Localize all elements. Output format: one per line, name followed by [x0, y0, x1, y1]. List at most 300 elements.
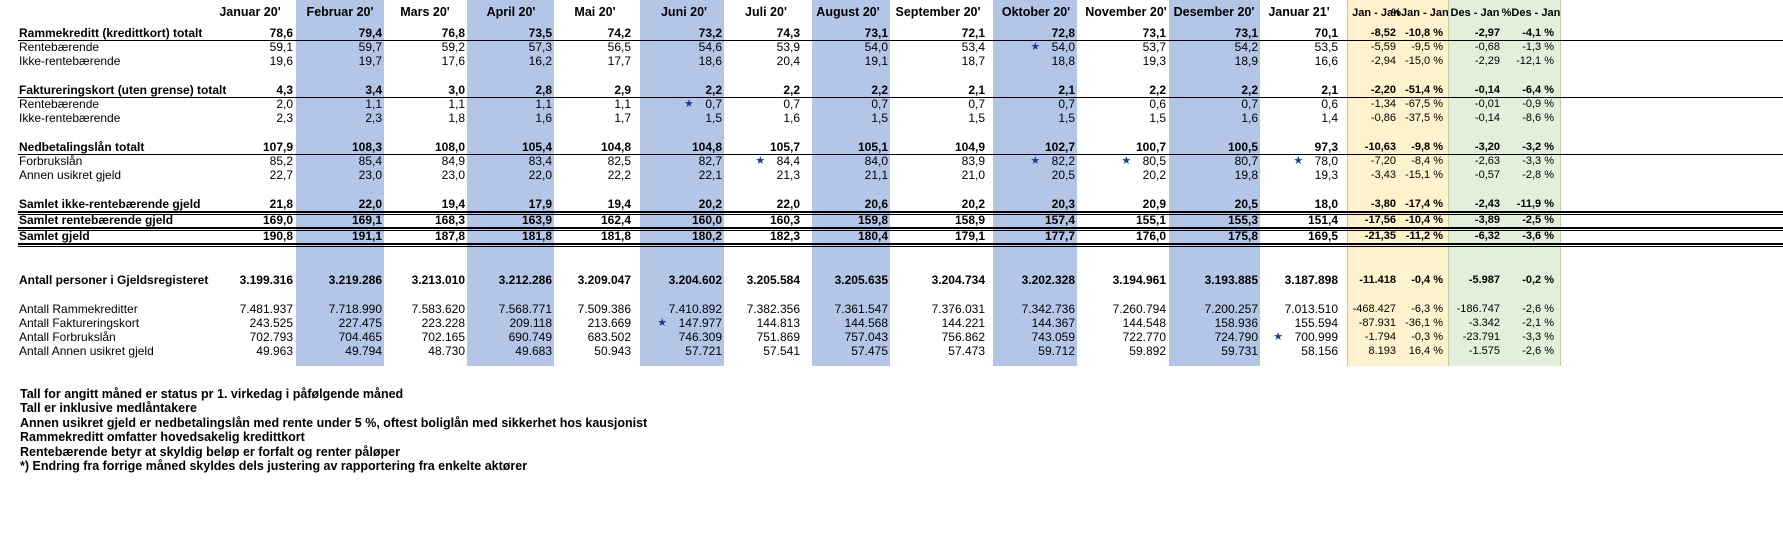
value-cell: 2,2 [1241, 83, 1258, 97]
star-icon: ★ [1121, 155, 1132, 167]
value-cell: 21,1 [864, 168, 888, 182]
value-cell: 1,5 [1058, 111, 1075, 125]
value-cell: 243.525 [249, 316, 293, 330]
footnote: Annen usikret gjeld er nedbetalingslån med rente under 5 %, oftest boliglån med sikkerhet hos kausjonist [20, 415, 648, 430]
value-cell: 722.770 [1122, 330, 1166, 344]
value-cell: 59.731 [1221, 344, 1258, 358]
value-cell: 20,3 [1051, 197, 1075, 211]
change-cell: -15,0 % [1405, 55, 1443, 67]
value-cell: 1,8 [448, 111, 465, 125]
value-cell: 3.202.328 [1021, 273, 1075, 287]
value-cell: 7.583.620 [411, 302, 465, 316]
value-cell: 7.260.794 [1112, 302, 1166, 316]
value-cell: 1,1 [535, 97, 552, 111]
value-cell: 82,7 [698, 154, 722, 168]
value-cell: 57.721 [685, 344, 722, 358]
change-cell: 8.193 [1368, 345, 1396, 357]
value-cell: 0,7 [705, 97, 722, 111]
value-cell: 0,6 [1321, 97, 1338, 111]
value-cell: 107,9 [262, 140, 293, 154]
value-cell: 757.043 [844, 330, 888, 344]
column-header: Juni 20' [660, 5, 708, 19]
value-cell: 3.205.635 [834, 273, 888, 287]
change-column-header: %Des - Jan [1501, 7, 1561, 19]
change-cell: -2,6 % [1522, 345, 1554, 357]
change-cell: -2,29 [1474, 55, 1500, 67]
change-cell: -468.427 [1352, 303, 1396, 315]
value-cell: 144.221 [941, 316, 985, 330]
footnote: Rentebærende betyr at skyldig beløp er forfalt og renter påløper [20, 444, 400, 459]
value-cell: 16,2 [528, 54, 552, 68]
change-cell: -8,52 [1370, 27, 1396, 39]
value-cell: 105,4 [521, 140, 552, 154]
footnote: *) Endring fra forrige måned skyldes dels justering av rapportering fra enkelte aktører [20, 459, 528, 473]
value-cell: 17,6 [441, 54, 465, 68]
value-cell: 21,8 [269, 197, 293, 211]
value-cell: 2,1 [968, 83, 985, 97]
star-icon: ★ [1293, 155, 1304, 167]
value-cell: 59,2 [441, 40, 465, 54]
value-cell: 20,2 [698, 197, 722, 211]
value-cell: 177,7 [1044, 229, 1075, 243]
value-cell: 19,6 [269, 54, 293, 68]
value-cell: 191,1 [351, 229, 382, 243]
value-cell: 70,1 [1314, 26, 1338, 40]
row-label: Forbrukslån [19, 154, 83, 168]
value-cell: 100,7 [1135, 140, 1166, 154]
change-cell: -3,80 [1370, 198, 1396, 210]
value-cell: 2,1 [1058, 83, 1075, 97]
value-cell: 1,5 [705, 111, 722, 125]
change-cell: -3,6 % [1522, 230, 1554, 242]
row-label: Antall Faktureringskort [19, 316, 140, 330]
value-cell: 19,4 [441, 197, 465, 211]
value-cell: 743.059 [1031, 330, 1075, 344]
value-cell: 0,7 [968, 97, 985, 111]
row-label: Antall Forbrukslån [19, 330, 116, 344]
footnote: Tall er inklusive medlåntakere [20, 401, 197, 416]
change-cell: -10,8 % [1405, 27, 1443, 39]
change-cell: -1.575 [1468, 345, 1500, 357]
row-label: Antall personer i Gjeldsregisteret [19, 273, 209, 287]
value-cell: 20,5 [1234, 197, 1258, 211]
value-cell: 19,1 [864, 54, 888, 68]
value-cell: 105,7 [769, 140, 800, 154]
row-label: Samlet rentebærende gjeld [19, 213, 174, 227]
value-cell: 144.367 [1031, 316, 1075, 330]
value-cell: 1,4 [1321, 111, 1338, 125]
value-cell: 53,7 [1142, 40, 1166, 54]
value-cell: 18,6 [698, 54, 722, 68]
value-cell: 57.475 [851, 344, 888, 358]
change-cell: -3,43 [1370, 169, 1396, 181]
value-cell: 54,0 [1051, 40, 1075, 54]
value-cell: 53,9 [776, 40, 800, 54]
change-cell: -6,3 % [1411, 303, 1443, 315]
change-column-header: %Jan - Jan [1391, 7, 1449, 19]
change-cell: -9,8 % [1411, 141, 1443, 153]
value-cell: 73,5 [528, 26, 552, 40]
value-cell: 57,3 [528, 40, 552, 54]
change-cell: -51,4 % [1405, 84, 1443, 96]
value-cell: 22,1 [698, 168, 722, 182]
value-cell: 19,3 [1142, 54, 1166, 68]
value-cell: 59,7 [358, 40, 382, 54]
change-cell: -0,4 % [1411, 274, 1443, 286]
value-cell: 151,4 [1307, 213, 1338, 227]
value-cell: 73,1 [1234, 26, 1258, 40]
value-cell: 3.209.047 [577, 273, 631, 287]
change-cell: -0,57 [1474, 169, 1500, 181]
change-cell: -11.418 [1359, 274, 1396, 286]
value-cell: 19,7 [358, 54, 382, 68]
value-cell: 2,3 [365, 111, 382, 125]
value-cell: 16,6 [1314, 54, 1338, 68]
value-cell: 17,7 [607, 54, 631, 68]
value-cell: 751.869 [756, 330, 800, 344]
change-cell: -5.987 [1468, 274, 1500, 286]
value-cell: 144.568 [844, 316, 888, 330]
value-cell: 144.813 [756, 316, 800, 330]
footnote: Tall for angitt måned er status pr 1. virkedag i påfølgende måned [20, 387, 404, 401]
value-cell: 84,9 [441, 154, 465, 168]
change-cell: -0,86 [1370, 112, 1396, 124]
value-cell: 1,1 [448, 97, 465, 111]
value-cell: 74,2 [607, 26, 631, 40]
change-cell: -1,34 [1370, 98, 1396, 110]
value-cell: 179,1 [954, 229, 985, 243]
row-border-double [18, 246, 1783, 247]
column-separator [1347, 0, 1348, 366]
value-cell: 100,5 [1227, 140, 1258, 154]
value-cell: 78,6 [269, 26, 293, 40]
change-cell: -2,94 [1370, 55, 1396, 67]
column-header: Mars 20' [400, 5, 450, 19]
value-cell: 690.749 [508, 330, 552, 344]
column-header: August 20' [816, 5, 880, 19]
value-cell: 82,2 [1051, 154, 1075, 168]
star-icon: ★ [1273, 331, 1284, 343]
value-cell: 3.205.584 [746, 273, 800, 287]
value-cell: 7.568.771 [498, 302, 552, 316]
value-cell: 18,0 [1314, 197, 1338, 211]
value-cell: 72,1 [961, 26, 985, 40]
change-cell: -2,1 % [1522, 317, 1554, 329]
value-cell: 1,5 [871, 111, 888, 125]
value-cell: 78,0 [1314, 154, 1338, 168]
value-cell: 73,1 [864, 26, 888, 40]
value-cell: 57.473 [948, 344, 985, 358]
value-cell: 1,1 [365, 97, 382, 111]
value-cell: 724.790 [1214, 330, 1258, 344]
value-cell: 49.794 [345, 344, 382, 358]
value-cell: 79,4 [358, 26, 382, 40]
value-cell: 7.376.031 [931, 302, 985, 316]
row-label: Rentebærende [19, 97, 100, 111]
value-cell: 108,3 [351, 140, 382, 154]
value-cell: 181,8 [521, 229, 552, 243]
value-cell: 21,3 [776, 168, 800, 182]
row-label: Antall Rammekreditter [19, 302, 138, 316]
change-cell: -186.747 [1456, 303, 1500, 315]
value-cell: 83,9 [961, 154, 985, 168]
value-cell: 3.199.316 [239, 273, 293, 287]
value-cell: 159,8 [857, 213, 888, 227]
change-cell: -12,1 % [1516, 55, 1554, 67]
change-cell: -3.342 [1468, 317, 1500, 329]
star-icon: ★ [684, 98, 694, 110]
value-cell: 22,0 [776, 197, 800, 211]
value-cell: 2,2 [705, 83, 722, 97]
footnote: Rammekreditt omfatter hovedsakelig kredittkort [20, 430, 305, 445]
value-cell: 59.712 [1038, 344, 1075, 358]
value-cell: 0,7 [783, 97, 800, 111]
value-cell: 7.013.510 [1284, 302, 1338, 316]
value-cell: 97,3 [1314, 140, 1338, 154]
change-cell: -0,14 [1474, 112, 1500, 124]
change-cell: -10,4 % [1405, 214, 1443, 226]
change-cell: -67,5 % [1405, 98, 1443, 110]
value-cell: 2,0 [276, 97, 293, 111]
change-cell: -0,2 % [1522, 274, 1554, 286]
value-cell: 105,1 [857, 140, 888, 154]
row-label: Antall Annen usikret gjeld [19, 344, 154, 358]
value-cell: 84,0 [864, 154, 888, 168]
value-cell: 59,1 [269, 40, 293, 54]
value-cell: 223.228 [421, 316, 465, 330]
value-cell: 82,5 [607, 154, 631, 168]
value-cell: 104,8 [691, 140, 722, 154]
row-label: Nedbetalingslån totalt [19, 140, 145, 154]
value-cell: 2,2 [783, 83, 800, 97]
value-cell: 3.204.602 [668, 273, 722, 287]
value-cell: 157,4 [1044, 213, 1075, 227]
value-cell: 2,9 [614, 83, 631, 97]
value-cell: 2,3 [276, 111, 293, 125]
row-label: Rentebærende [19, 40, 100, 54]
value-cell: 20,6 [864, 197, 888, 211]
value-cell: 49.963 [256, 344, 293, 358]
value-cell: 169,0 [262, 213, 293, 227]
change-column-header: Jan - Jan [1352, 7, 1400, 19]
change-cell: -15,1 % [1405, 169, 1443, 181]
value-cell: 7.382.356 [746, 302, 800, 316]
change-cell: -4,1 % [1522, 27, 1554, 39]
value-cell: 3.213.010 [411, 273, 465, 287]
value-cell: 56,5 [607, 40, 631, 54]
value-cell: 74,3 [776, 26, 800, 40]
column-header: Januar 20' [219, 5, 281, 19]
value-cell: 20,5 [1051, 168, 1075, 182]
value-cell: 1,6 [1241, 111, 1258, 125]
value-cell: 227.475 [338, 316, 382, 330]
column-header: Desember 20' [1173, 5, 1255, 19]
value-cell: 58.156 [1301, 344, 1338, 358]
value-cell: 1,7 [614, 111, 631, 125]
value-cell: 18,9 [1234, 54, 1258, 68]
change-cell: -0,01 [1474, 98, 1500, 110]
value-cell: 108,0 [434, 140, 465, 154]
value-cell: 7.342.736 [1021, 302, 1075, 316]
value-cell: 73,1 [1142, 26, 1166, 40]
column-header: November 20' [1085, 5, 1167, 19]
value-cell: 700.999 [1294, 330, 1338, 344]
change-cell: -3,2 % [1522, 141, 1554, 153]
change-cell: -0,14 [1474, 84, 1500, 96]
change-cell: -2,97 [1474, 27, 1500, 39]
value-cell: 175,8 [1227, 229, 1258, 243]
value-cell: 53,4 [961, 40, 985, 54]
value-cell: 155,1 [1135, 213, 1166, 227]
change-cell: -2,63 [1474, 155, 1500, 167]
value-cell: 23,0 [441, 168, 465, 182]
value-cell: 746.309 [678, 330, 722, 344]
row-label: Ikke-rentebærende [19, 111, 121, 125]
value-cell: 158.936 [1214, 316, 1258, 330]
value-cell: 0,6 [1149, 97, 1166, 111]
value-cell: 54,6 [698, 40, 722, 54]
value-cell: 2,1 [1321, 83, 1338, 97]
value-cell: 169,5 [1307, 229, 1338, 243]
change-cell: -36,1 % [1405, 317, 1443, 329]
value-cell: 20,2 [961, 197, 985, 211]
value-cell: 7.410.892 [668, 302, 722, 316]
row-label: Samlet ikke-rentebærende gjeld [19, 197, 201, 211]
row-label: Faktureringskort (uten grense) totalt [19, 83, 227, 97]
value-cell: 22,0 [528, 168, 552, 182]
value-cell: 0,7 [871, 97, 888, 111]
value-cell: 160,0 [691, 213, 722, 227]
value-cell: 187,8 [434, 229, 465, 243]
value-cell: 144.548 [1122, 316, 1166, 330]
value-cell: 3.204.734 [931, 273, 985, 287]
value-cell: 147.977 [678, 316, 722, 330]
value-cell: 85,4 [358, 154, 382, 168]
change-cell: -7,20 [1370, 155, 1396, 167]
value-cell: 57.541 [763, 344, 800, 358]
value-cell: 20,4 [776, 54, 800, 68]
value-cell: 85,2 [269, 154, 293, 168]
value-cell: 59.892 [1129, 344, 1166, 358]
column-header: September 20' [895, 5, 981, 19]
value-cell: 756.862 [941, 330, 985, 344]
change-cell: -37,5 % [1405, 112, 1443, 124]
row-label: Samlet gjeld [19, 229, 90, 243]
column-header: Oktober 20' [1001, 5, 1071, 19]
change-cell: -2,5 % [1522, 214, 1554, 226]
value-cell: 84,4 [776, 154, 800, 168]
value-cell: 702.793 [249, 330, 293, 344]
value-cell: 3.219.286 [328, 273, 382, 287]
value-cell: 7.718.990 [328, 302, 382, 316]
value-cell: 54,2 [1234, 40, 1258, 54]
change-cell: -9,5 % [1411, 41, 1443, 53]
row-label: Annen usikret gjeld [19, 168, 122, 182]
column-header: Januar 21' [1268, 5, 1330, 19]
value-cell: 3.193.885 [1204, 273, 1258, 287]
column-header: Juli 20' [745, 5, 787, 19]
change-cell: -0,9 % [1522, 98, 1554, 110]
value-cell: 76,8 [441, 26, 465, 40]
value-cell: 49.683 [515, 344, 552, 358]
change-cell: -17,4 % [1405, 198, 1443, 210]
change-cell: -1,3 % [1522, 41, 1554, 53]
value-cell: 155.594 [1294, 316, 1338, 330]
change-cell: -6,4 % [1522, 84, 1554, 96]
value-cell: 80,5 [1142, 154, 1166, 168]
value-cell: 17,9 [528, 197, 552, 211]
value-cell: 18,7 [961, 54, 985, 68]
value-cell: 22,0 [358, 197, 382, 211]
value-cell: 0,7 [1058, 97, 1075, 111]
value-cell: 7.481.937 [239, 302, 293, 316]
value-cell: 213.669 [587, 316, 631, 330]
value-cell: 158,9 [954, 213, 985, 227]
value-cell: 704.465 [338, 330, 382, 344]
value-cell: 702.165 [421, 330, 465, 344]
value-cell: 180,4 [857, 229, 888, 243]
value-cell: 1,5 [1149, 111, 1166, 125]
value-cell: 181,8 [600, 229, 631, 243]
change-cell: -10,63 [1364, 141, 1396, 153]
value-cell: 4,3 [276, 83, 293, 97]
star-icon: ★ [1030, 155, 1041, 167]
column-header: Februar 20' [306, 5, 374, 19]
change-cell: -8,6 % [1522, 112, 1554, 124]
change-cell: -2,20 [1370, 84, 1396, 96]
change-cell: -1.794 [1364, 331, 1396, 343]
column-header: April 20' [486, 5, 536, 19]
value-cell: 20,9 [1142, 197, 1166, 211]
value-cell: 0,7 [1241, 97, 1258, 111]
change-cell: -23.791 [1462, 331, 1500, 343]
value-cell: 22,7 [269, 168, 293, 182]
value-cell: 7.509.386 [577, 302, 631, 316]
value-cell: 155,3 [1227, 213, 1258, 227]
change-cell: -3,3 % [1522, 331, 1554, 343]
value-cell: 53,5 [1314, 40, 1338, 54]
value-cell: 19,3 [1314, 168, 1338, 182]
value-cell: 3.194.961 [1112, 273, 1166, 287]
value-cell: 168,3 [434, 213, 465, 227]
change-cell: -3,20 [1474, 141, 1500, 153]
value-cell: 3.187.898 [1284, 273, 1338, 287]
value-cell: 209.118 [509, 316, 552, 330]
change-cell: -3,3 % [1522, 155, 1554, 167]
value-cell: 1,1 [614, 97, 631, 111]
column-separator [1448, 0, 1449, 366]
value-cell: 102,7 [1044, 140, 1075, 154]
value-cell: 104,8 [600, 140, 631, 154]
value-cell: 18,8 [1051, 54, 1075, 68]
value-cell: 7.200.257 [1204, 302, 1258, 316]
change-cell: -2,8 % [1522, 169, 1554, 181]
value-cell: 162,4 [600, 213, 631, 227]
value-cell: 20,2 [1142, 168, 1166, 182]
value-cell: 48.730 [428, 344, 465, 358]
value-cell: 160,3 [769, 213, 800, 227]
value-cell: 73,2 [698, 26, 722, 40]
value-cell: 182,3 [769, 229, 800, 243]
column-header: Mai 20' [574, 5, 616, 19]
change-cell: -5,59 [1370, 41, 1396, 53]
change-cell: -87.931 [1358, 317, 1396, 329]
value-cell: 1,6 [535, 111, 552, 125]
change-cell: -2,6 % [1522, 303, 1554, 315]
change-cell: -3,89 [1474, 214, 1500, 226]
column-separator [1560, 0, 1561, 366]
value-cell: 22,2 [607, 168, 631, 182]
